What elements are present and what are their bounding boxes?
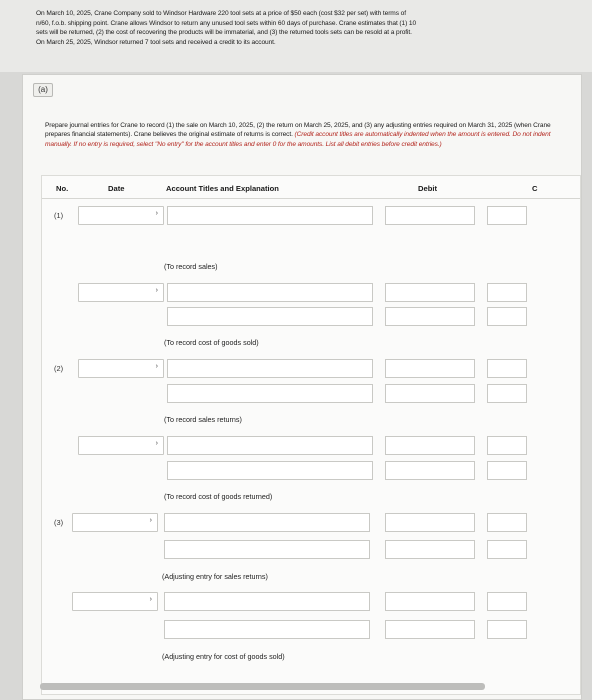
account-title-input[interactable] [167, 206, 373, 225]
instructions-text: Prepare journal entries for Crane to record (1) the sale on March 10, 2025, (2) the return on March 25, 2025, and (3) any adjusting entries required on March 31, 2025 (when Crane prepares financial statements). Crane believes the original estimate of returns is correct. [45, 122, 551, 139]
debit-input[interactable] [385, 461, 475, 480]
header-date: Date [108, 184, 125, 193]
credit-input[interactable] [487, 592, 527, 611]
debit-input[interactable] [385, 283, 475, 302]
credit-input[interactable] [487, 206, 527, 225]
credit-input[interactable] [487, 384, 527, 403]
memo-to-record-cogs: (To record cost of goods sold) [164, 338, 259, 347]
account-title-input[interactable] [167, 307, 373, 326]
memo-adjusting-cogs: (Adjusting entry for cost of goods sold) [162, 652, 285, 661]
header-divider [42, 198, 580, 199]
account-title-input[interactable] [164, 592, 370, 611]
entry-number: (1) [54, 211, 64, 220]
entry-number: (2) [54, 364, 64, 373]
chevron-down-icon: › [155, 287, 158, 294]
horizontal-scrollbar[interactable] [40, 683, 485, 690]
header-credit: C [532, 184, 538, 193]
date-select[interactable] [78, 283, 164, 302]
credit-input[interactable] [487, 283, 527, 302]
chevron-down-icon: › [149, 596, 152, 603]
chevron-down-icon: › [155, 363, 158, 370]
credit-input[interactable] [487, 513, 527, 532]
instructions [45, 121, 565, 149]
credit-input[interactable] [487, 307, 527, 326]
date-select[interactable] [72, 513, 158, 532]
debit-input[interactable] [385, 359, 475, 378]
account-title-input[interactable] [167, 283, 373, 302]
memo-to-record-sales-returns: (To record sales returns) [164, 415, 242, 424]
chevron-down-icon: › [155, 210, 158, 217]
account-title-input[interactable] [164, 620, 370, 639]
chevron-down-icon: › [149, 517, 152, 524]
debit-input[interactable] [385, 307, 475, 326]
part-label: (a) [33, 83, 53, 97]
credit-input[interactable] [487, 540, 527, 559]
problem-line: n/60, f.o.b. shipping point. Crane allows Windsor to return any unused tool sets within 60 days of purchase. Crane estimates that (1) 10 [36, 19, 417, 27]
memo-to-record-sales: (To record sales) [164, 262, 218, 271]
memo-adjusting-sales-returns: (Adjusting entry for sales returns) [162, 572, 268, 581]
debit-input[interactable] [385, 620, 475, 639]
instructions-note: (Credit account titles are automatically indented when the amount is entered. Do not indent manually. If no entry is required, select "No entry" for the account titles and enter 0 for the amounts. List all debit entries before credit entries.) [45, 131, 551, 148]
date-select[interactable] [78, 206, 164, 225]
debit-input[interactable] [385, 540, 475, 559]
problem-line: On March 10, 2025, Crane Company sold to Windsor Hardware 220 tool sets at a price of $50 each (cost $32 per set) with terms of [36, 10, 406, 17]
debit-input[interactable] [385, 384, 475, 403]
header-debit: Debit [418, 184, 437, 193]
account-title-input[interactable] [167, 461, 373, 480]
date-select[interactable] [72, 592, 158, 611]
question-panel [22, 74, 582, 700]
journal-table [41, 175, 581, 695]
debit-input[interactable] [385, 513, 475, 532]
account-title-input[interactable] [164, 513, 370, 532]
problem-statement [0, 0, 592, 72]
problem-line: On March 25, 2025, Windsor returned 7 tool sets and received a credit to its account. [36, 38, 276, 46]
debit-input[interactable] [385, 436, 475, 455]
credit-input[interactable] [487, 620, 527, 639]
date-select[interactable] [78, 436, 164, 455]
date-select[interactable] [78, 359, 164, 378]
account-title-input[interactable] [167, 359, 373, 378]
credit-input[interactable] [487, 436, 527, 455]
memo-to-record-cost-returned: (To record cost of goods returned) [164, 492, 273, 501]
header-no: No. [56, 184, 69, 193]
credit-input[interactable] [487, 461, 527, 480]
debit-input[interactable] [385, 592, 475, 611]
credit-input[interactable] [487, 359, 527, 378]
header-account: Account Titles and Explanation [166, 184, 279, 193]
entry-number: (3) [54, 518, 64, 527]
problem-line: sets will be returned, (2) the cost of recovering the products will be immaterial, and (3) the returned tools sets can be resold at a profit. [36, 29, 412, 37]
account-title-input[interactable] [164, 540, 370, 559]
debit-input[interactable] [385, 206, 475, 225]
account-title-input[interactable] [167, 436, 373, 455]
chevron-down-icon: › [155, 440, 158, 447]
account-title-input[interactable] [167, 384, 373, 403]
